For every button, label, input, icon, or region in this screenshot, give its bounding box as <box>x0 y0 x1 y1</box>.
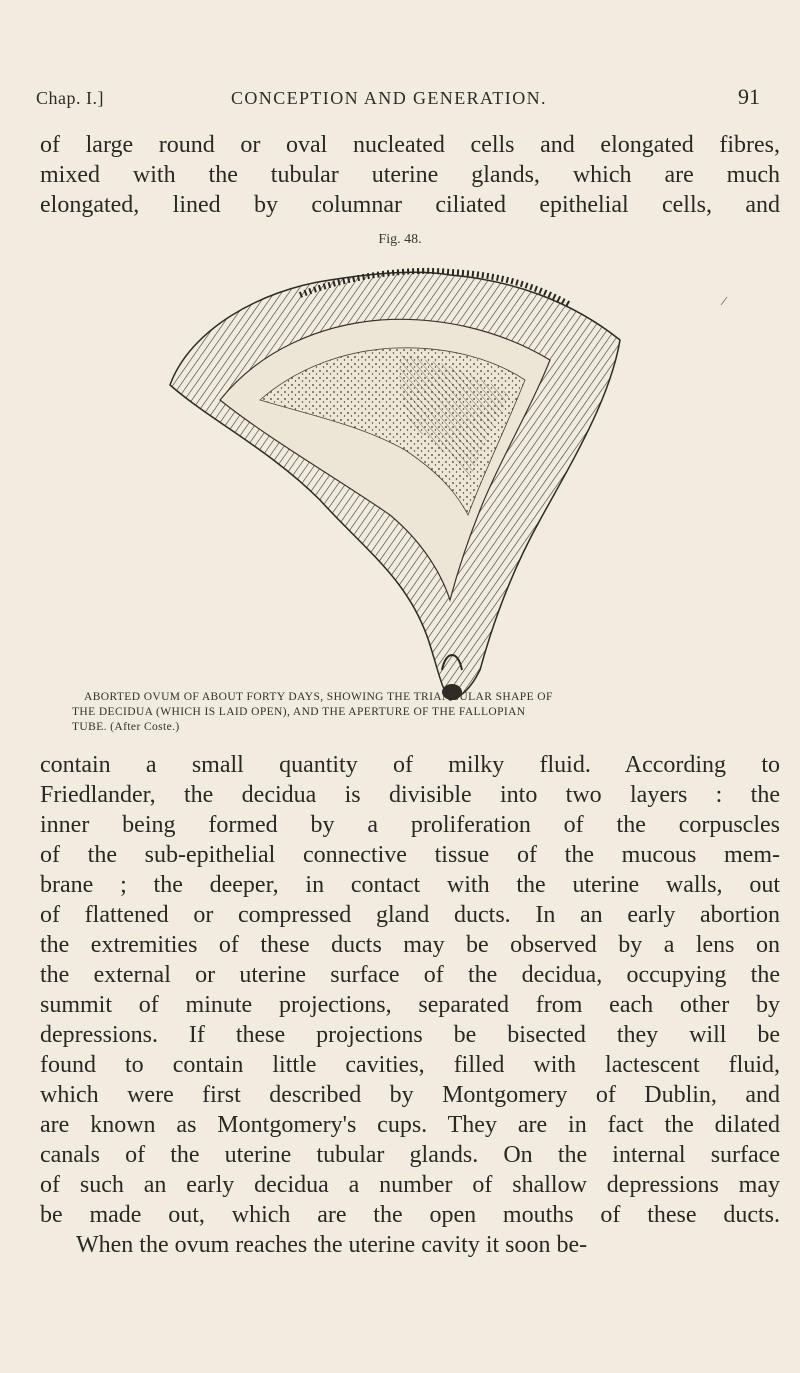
caption-line: THE DECIDUA (WHICH IS LAID OPEN), AND THE APERTURE OF THE FALLOPIAN <box>72 706 526 718</box>
text-line: found to contain little cavities, filled with lactescent fluid, <box>40 1052 780 1078</box>
paragraph-main <box>40 750 780 1260</box>
text-line: which were first described by Montgomery of Dublin, and <box>40 1082 780 1108</box>
running-title: CONCEPTION AND GENERATION. <box>231 88 547 108</box>
decidua-illustration <box>150 250 650 710</box>
chapter-marker: Chap. I.] <box>36 88 104 108</box>
text-line: of large round or oval nucleated cells and elongated fibres, <box>40 132 780 158</box>
text-line: depressions. If these projections be bisected they will be <box>40 1022 780 1048</box>
text-line: the external or uterine surface of the decidua, occupying the <box>40 962 780 988</box>
text-line: are known as Montgomery's cups. They are in fact the dilated <box>40 1112 780 1138</box>
text-line: brane ; the deeper, in contact with the uterine walls, out <box>40 872 780 898</box>
paragraph-top <box>40 130 780 220</box>
text-line: inner being formed by a proliferation of the corpuscles <box>40 812 780 838</box>
text-line: be made out, which are the open mouths of these ducts. <box>40 1202 780 1228</box>
text-line: of such an early decidua a number of shallow depressions may <box>40 1172 780 1198</box>
text-line: summit of minute projections, separated from each other by <box>40 992 780 1018</box>
text-line: mixed with the tubular uterine glands, which are much <box>40 162 780 188</box>
figure-caption <box>52 690 772 735</box>
margin-mark <box>720 296 728 306</box>
caption-line: ABORTED OVUM OF ABOUT FORTY DAYS, SHOWING THE TRIANGULAR SHAPE OF <box>84 691 553 703</box>
text-line: of flattened or compressed gland ducts. In an early abortion <box>40 902 780 928</box>
text-line: of the sub-epithelial connective tissue of the mucous mem- <box>40 842 780 868</box>
figure-label: Fig. 48. <box>378 232 422 247</box>
text-line: When the ovum reaches the uterine cavity it soon be- <box>76 1232 588 1258</box>
text-line: elongated, lined by columnar ciliated epithelial cells, and <box>40 192 780 218</box>
caption-line: TUBE. (After Coste.) <box>72 721 180 733</box>
running-head <box>36 84 760 112</box>
page-number: 91 <box>738 84 760 109</box>
text-line: canals of the uterine tubular glands. On the internal surface <box>40 1142 780 1168</box>
text-line: Friedlander, the decidua is divisible into two layers : the <box>40 782 780 808</box>
text-line: contain a small quantity of milky fluid. According to <box>40 752 780 778</box>
text-line: the extremities of these ducts may be observed by a lens on <box>40 932 780 958</box>
